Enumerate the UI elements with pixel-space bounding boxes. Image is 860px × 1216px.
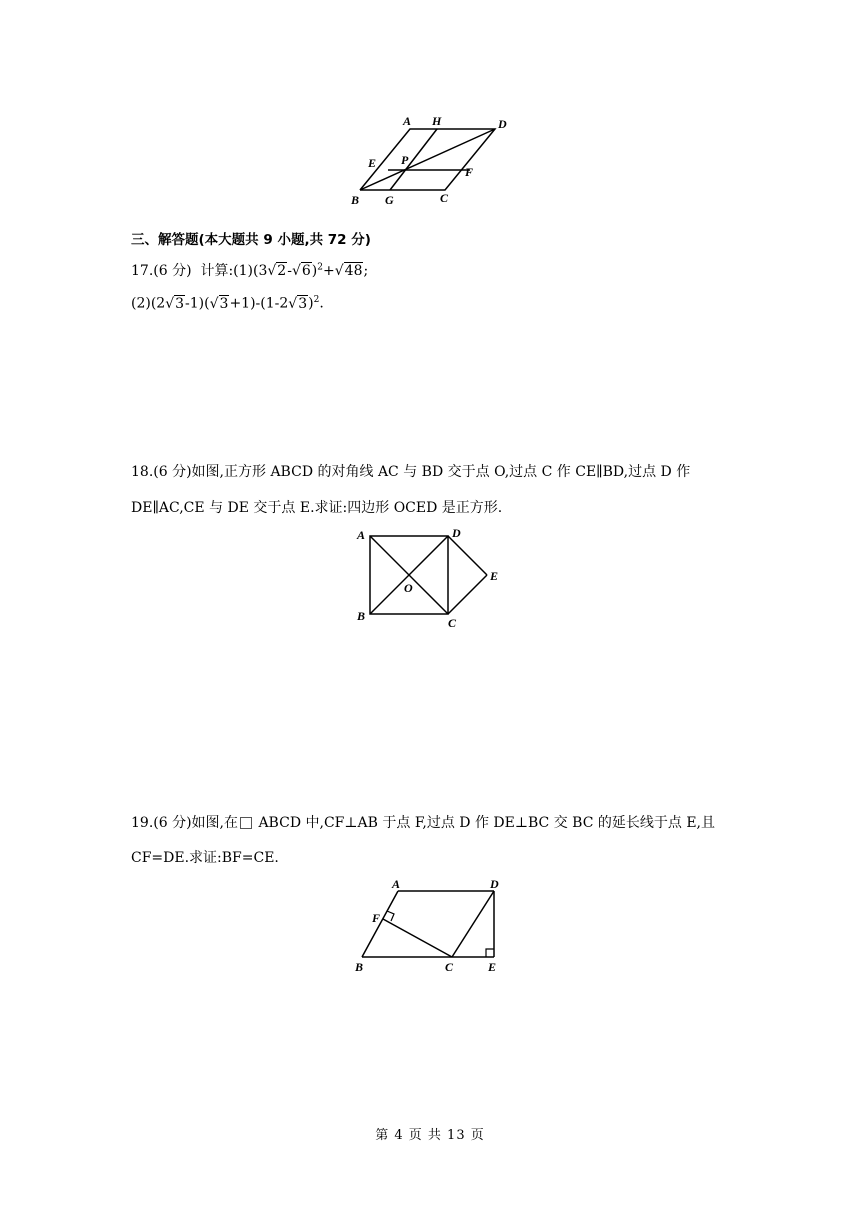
figure-parallelogram-hepfg	[345, 112, 525, 208]
label-E: E	[368, 156, 377, 170]
label-B: B	[351, 193, 360, 207]
label-G: G	[385, 193, 394, 207]
q17-number: 17.(6 分)	[131, 263, 192, 279]
section-title: 三、解答题(本大题共 9 小题,共 72 分)	[131, 232, 371, 248]
page-footer: 第 4 页 共 13 页	[375, 1128, 485, 1143]
sqrt-6: √6	[291, 263, 311, 279]
label-O: O	[404, 581, 413, 595]
label-F: F	[372, 911, 381, 925]
label-D: D	[452, 526, 461, 540]
label-E: E	[488, 960, 497, 974]
label-A: A	[357, 528, 366, 542]
q17-line1: 17.(6 分) 计算$:(1)(3√2-√6)^2+√48$;	[131, 262, 369, 279]
q17-command: 计算:	[200, 263, 234, 279]
figure-parallelogram-abcd	[350, 877, 510, 975]
sqrt-48: √48	[334, 263, 363, 279]
label-B: B	[357, 609, 366, 623]
label-P: P	[401, 153, 409, 167]
sqrt-2: √2	[267, 263, 287, 279]
figure-square-oced	[352, 526, 512, 630]
q18-line2: DE∥AC,CE 与 DE 交于点 E.求证:四边形 OCED 是正方形.	[131, 500, 503, 516]
q17-line2: $(2)(2√3-1)(√3+1)-(1-2√3)^2$.	[131, 295, 324, 312]
sqrt-3c: √3	[288, 295, 308, 312]
label-C: C	[445, 960, 454, 974]
q17-p1-open: (1)(3	[233, 263, 268, 279]
sqrt-3b: √3	[209, 295, 229, 312]
label-A: A	[403, 114, 412, 128]
label-F: F	[465, 165, 474, 179]
q19-line2: CF=DE.求证:BF=CE.	[131, 850, 279, 866]
sqrt-3a: √3	[165, 295, 185, 312]
label-B: B	[355, 960, 364, 974]
label-C: C	[440, 191, 449, 205]
label-C: C	[448, 616, 457, 630]
label-D: D	[490, 877, 499, 891]
label-H: H	[432, 114, 442, 128]
label-A: A	[392, 877, 401, 891]
q18-line1: 18.(6 分)如图,正方形 ABCD 的对角线 AC 与 BD 交于点 O,过点 C 作 CE∥BD,过点 D 作	[131, 464, 691, 480]
q19-line1: 19.(6 分)如图,在 ABCD 中,CF⊥AB 于点 F,过点 D 作 DE⊥BC 交 BC 的延长线于点 E,且	[131, 815, 715, 831]
label-D: D	[498, 117, 507, 131]
parallelogram-symbol	[240, 817, 252, 829]
label-E: E	[490, 569, 499, 583]
